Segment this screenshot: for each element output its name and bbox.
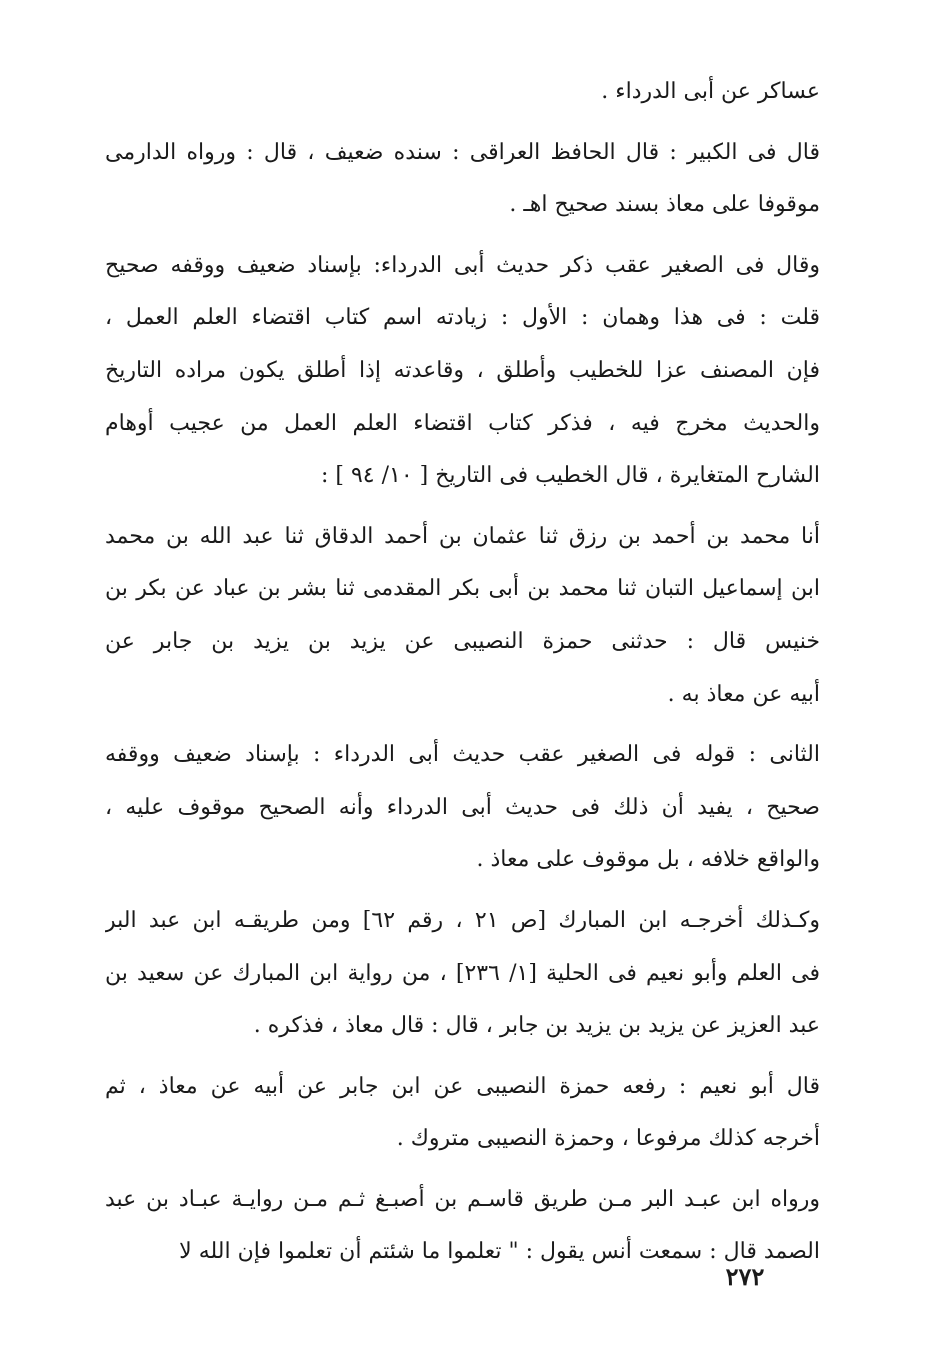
text-line: ابن إسماعيل التبان ثنا محمد بن أبى بكر المقدمى ثنا بشر بن عباد عن بكر بن [105,576,820,602]
text-line: قلت : فى هذا وهمان : الأول : زيادته اسم كتاب اقتضاء العلم العمل ، [105,305,820,331]
paragraph [105,729,820,887]
text-line: والحديث مخرج فيه ، فذكر كتاب اقتضاء العلم العمل من عجيب أوهام [105,410,820,436]
text-line: الصمد قال : سمعت أنس يقول : " تعلموا ما شئتم أن تعلموا فإن الله لا [179,1239,820,1265]
text-line: أخرجه كذلك مرفوعا ، وحمزة النصيبى متروك . [396,1126,820,1152]
text-line: فى العلم وأبو نعيم فى الحلية [١/ ٢٣٦] ، من رواية ابن المبارك عن سعيد بن [105,960,820,986]
paragraph [105,511,820,721]
text-line: وكـذلك أخرجـه ابن المبارك [ص ٢١ ، رقم ٦٢] ومن طريقـه ابن عبد البر [105,907,820,933]
text-line: خنيس قال : حدثنى حمزة النصيبى عن يزيد بن يزيد بن جابر عن [105,628,820,654]
paragraph [105,895,820,1053]
text-line: صحيح ، يفيد أن ذلك فى حديث أبى الدرداء وأنه الصحيح موقوف عليه ، [105,794,820,820]
text-line: أنا محمد بن أحمد بن رزق ثنا عثمان بن أحمد الدقاق ثنا عبد الله بن محمد [105,523,820,549]
body-text [105,66,820,1287]
paragraph [105,240,820,503]
text-line: فإن المصنف عزا للخطيب وأطلق ، وقاعدته إذا أطلق يكون مراده التاريخ [105,357,820,383]
text-line: عساكر عن أبى الدرداء . [601,79,820,104]
paragraph [105,66,820,119]
text-line: وقال فى الصغير عقب ذكر حديث أبى الدرداء: بإسناد ضعيف ووقفه صحيح [105,252,820,278]
paragraph [105,1061,820,1166]
text-line: موقوفا على معاذ بسند صحيح اهـ . [509,192,820,218]
paragraph [105,127,820,232]
text-line: الثانى : قوله فى الصغير عقب حديث أبى الدرداء : بإسناد ضعيف ووقفه [105,742,820,768]
text-line: قال أبو نعيم : رفعه حمزة النصيبى عن ابن جابر عن أبيه عن معاذ ، ثم [105,1073,820,1099]
text-line: ورواه ابن عبـد البر مـن طريق قاسـم بن أصبـغ ثـم مـن روايـة عبـاد بن عبد [105,1186,820,1212]
text-line: والواقع خلافه ، بل موقوف على معاذ . [476,847,820,873]
text-line: الشارح المتغايرة ، قال الخطيب فى التاريخ [ ١٠/ ٩٤ ] : [320,463,820,489]
page-number: ٢٧٢ [725,1262,765,1291]
text-line: أبيه عن معاذ به . [667,681,820,707]
text-line: عبد العزيز عن يزيد بن يزيد بن جابر ، قال : قال معاذ ، فذكره . [253,1013,820,1039]
text-line: قال فى الكبير : قال الحافظ العراقى : سنده ضعيف ، قال : ورواه الدارمى [105,139,820,165]
